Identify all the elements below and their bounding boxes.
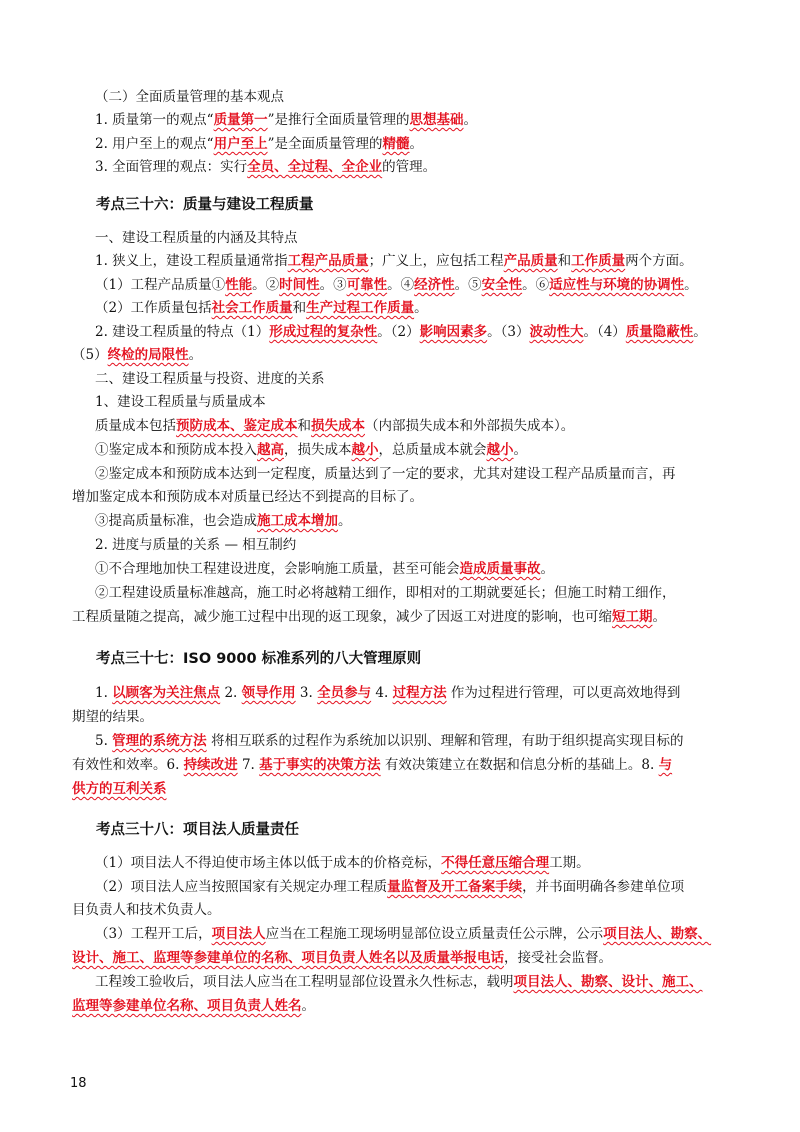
paragraph-line: 监理等参建单位名称、项目负责人姓名。: [72, 998, 315, 1014]
highlight: 经济性: [414, 277, 455, 293]
highlight: 监理等参建单位名称、项目负责人姓名: [72, 998, 302, 1014]
paragraph-line: 2. 用户至上的观点“用户至上”是全面质量管理的精髓。: [95, 136, 423, 152]
paragraph-line: 1. 以顾客为关注焦点 2. 领导作用 3. 全员参与 4. 过程方法 作为过程进行管理，可以更高效地得到: [95, 685, 681, 701]
highlight: 越小: [486, 442, 514, 458]
paragraph-line: 2. 进度与质量的关系 — 相互制约: [95, 537, 297, 553]
paragraph-line: 1. 狭义上，建设工程质量通常指工程产品质量；广义上，应包括工程产品质量和工作质量两个方面。: [95, 253, 693, 269]
section-heading: 考点三十七：ISO 9000 标准系列的八大管理原则: [96, 651, 422, 667]
paragraph-line: 有效性和效率。6. 持续改进 7. 基于事实的决策方法 有效决策建立在数据和信息分析的基础上。8. 与: [72, 757, 673, 773]
highlight: 用户至上: [213, 136, 268, 152]
paragraph-line: 3. 全面管理的观点：实行全员、全过程、全企业的管理。: [95, 159, 437, 175]
highlight: 损失成本: [311, 418, 365, 434]
highlight: 施工成本增加: [257, 513, 338, 529]
subsection-title: 1、建设工程质量与质量成本: [95, 394, 266, 410]
highlight: 影响因素多: [419, 324, 488, 340]
highlight: 全员、全过程、全企业: [247, 159, 383, 175]
highlight: 领导作用: [241, 685, 296, 701]
section-heading: 考点三十八：项目法人质量责任: [96, 822, 299, 838]
highlight: 预防成本、鉴定成本: [176, 418, 298, 434]
paragraph-line: 5. 管理的系统方法 将相互联系的过程作为系统加以识别、理解和管理，有助于组织提高实现目标的: [95, 733, 684, 749]
highlight: 不得任意压缩合理: [441, 855, 550, 871]
paragraph-line: 目负责人和技术负责人。: [72, 902, 221, 918]
highlight: 产品质量: [503, 253, 558, 269]
highlight: 质量第一: [213, 112, 268, 128]
highlight: 基于事实的决策方法: [259, 757, 381, 773]
paragraph-line: ②工程建设质量标准越高，施工时必将越精工细作，即相对的工期就要延长；但施工时精工细作，: [95, 585, 676, 601]
paragraph-line: 增加鉴定成本和预防成本对质量已经达不到提高的目标了。: [72, 489, 423, 505]
paragraph-line: （1）工程产品质量①性能。②时间性。③可靠性。④经济性。⑤安全性。⑥适应性与环境的协调性。: [95, 277, 698, 293]
highlight: 全员参与: [317, 685, 372, 701]
highlight: 质量隐蔽性: [625, 324, 694, 340]
paragraph-line: 质量成本包括预防成本、鉴定成本和损失成本（内部损失成本和外部损失成本）。: [95, 418, 575, 434]
section-title: （二）全面质量管理的基本观点: [95, 89, 284, 105]
highlight: 工程产品质量: [287, 253, 369, 269]
paragraph-line: [72, 779, 712, 799]
highlight: 终检的局限性: [107, 347, 189, 363]
paragraph-line: 设计、施工、监理等参建单位的名称、项目负责人姓名以及质量举报电话，接受社会监督。: [72, 950, 612, 966]
paragraph-line: （2）工作质量包括社会工作质量和生产过程工作质量。: [95, 300, 428, 316]
highlight: 工作质量: [571, 253, 626, 269]
highlight: 量监督及开工备案手续: [387, 879, 523, 895]
highlight: 性能: [225, 277, 253, 293]
highlight: 适应性与环境的协调性: [549, 277, 685, 293]
highlight: 时间性: [279, 277, 320, 293]
subsection-title: 二、建设工程质量与投资、进度的关系: [95, 371, 325, 387]
paragraph-line: ①不合理地加快工程建设进度，会影响施工质量，甚至可能会造成质量事故。: [95, 561, 554, 577]
highlight: 供方的互利关系: [72, 781, 167, 797]
highlight: 过程方法: [392, 685, 447, 701]
highlight: 安全性: [481, 277, 523, 293]
highlight: 思想基础: [409, 112, 464, 128]
highlight: 持续改进: [183, 757, 238, 773]
highlight: 精髓: [382, 136, 410, 152]
highlight: 波动性大: [529, 324, 584, 340]
highlight: 项目法人、勘察、设计、施工、: [513, 974, 703, 990]
paragraph-line: （2）项目法人应当按照国家有关规定办理工程质量监督及开工备案手续，并书面明确各参建单位项: [95, 879, 685, 895]
highlight: 短工期: [612, 609, 653, 625]
highlight: 项目法人、勘察、: [603, 926, 712, 942]
highlight: 越小: [351, 442, 379, 458]
paragraph-line: ①鉴定成本和预防成本投入越高，损失成本越小，总质量成本就会越小。: [95, 442, 527, 458]
paragraph-line: 工程竣工验收后，项目法人应当在工程明显部位设置永久性标志，载明项目法人、勘察、设计、施工、: [95, 974, 703, 990]
paragraph-line: 期望的结果。: [72, 709, 153, 725]
highlight: 设计、施工、监理等参建单位的名称、项目负责人姓名以及质量举报电话: [72, 950, 504, 966]
highlight: 形成过程的复杂性: [269, 324, 378, 340]
paragraph-line: （1）项目法人不得迫使市场主体以低于成本的价格竞标，不得任意压缩合理工期。: [95, 855, 590, 871]
paragraph-line: 2. 建设工程质量的特点（1）形成过程的复杂性。（2）影响因素多。（3）波动性大。（4）质量隐蔽性。: [95, 324, 707, 340]
subsection-title: 一、建设工程质量的内涵及其特点: [95, 230, 298, 246]
paragraph-line: 1. 质量第一的观点“质量第一”是推行全面质量管理的思想基础。: [95, 112, 477, 128]
highlight: 可靠性: [346, 277, 388, 293]
paragraph-line: ②鉴定成本和预防成本达到一定程度，质量达到了一定的要求，尤其对建设工程产品质量而言，再: [95, 466, 676, 482]
highlight: 社会工作质量: [211, 300, 293, 316]
highlight: 造成质量事故: [459, 561, 541, 577]
highlight: 与: [658, 757, 673, 773]
highlight: 生产过程工作质量: [306, 300, 415, 316]
highlight: 以顾客为关注焦点: [112, 685, 221, 701]
paragraph-line: （3）工程开工后，项目法人应当在工程施工现场明显部位设立质量责任公示牌，公示项目法人、勘察、: [95, 926, 712, 942]
page-number: 18: [70, 1076, 87, 1091]
highlight: 越高: [257, 442, 284, 458]
section-heading: 考点三十六：质量与建设工程质量: [96, 197, 314, 213]
paragraph-line: 工程质量随之提高，减少施工过程中出现的返工现象，减少了因返工对进度的影响，也可缩短工期。: [72, 609, 666, 625]
paragraph-line: （5）终检的局限性。: [72, 347, 203, 363]
highlight: 管理的系统方法: [112, 733, 207, 749]
highlight: 项目法人: [211, 926, 266, 942]
paragraph-line: ③提高质量标准，也会造成施工成本增加。: [95, 513, 352, 529]
